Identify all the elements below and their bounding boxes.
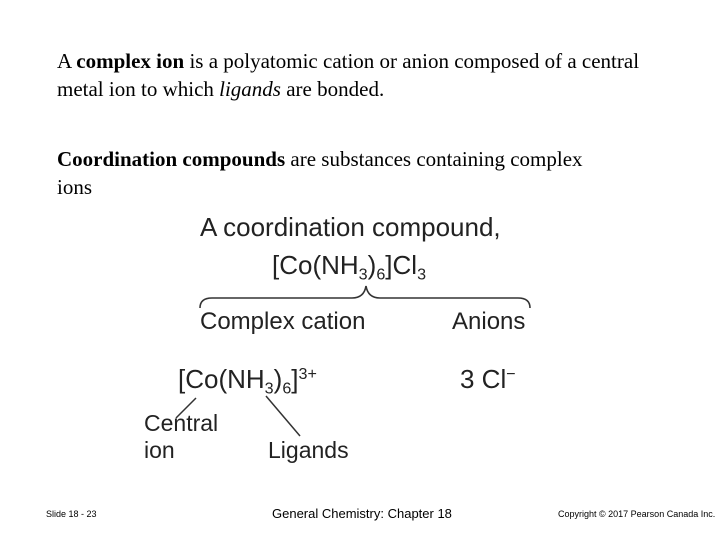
formula-part: [Co(NH — [178, 364, 265, 394]
figure-heading: A coordination compound, — [200, 212, 501, 242]
formula-part: ]Cl — [385, 250, 418, 280]
p1-tail: are bonded. — [280, 77, 385, 101]
charge-sup: − — [506, 365, 516, 384]
formula-sub: 3 — [417, 265, 427, 284]
formula-sub: 3 — [264, 379, 274, 398]
p2-tail: are substances containing complex ions — [57, 147, 583, 199]
grouping-brace — [200, 286, 530, 308]
central-ion-line2: ion — [144, 437, 175, 463]
central-ion-label — [144, 410, 218, 464]
charge-sup: 3+ — [298, 365, 317, 384]
formula-part: [Co(NH — [272, 250, 359, 280]
p1-ligands-term: ligands — [219, 77, 281, 101]
copyright: Copyright © 2017 Pearson Canada Inc. — [558, 509, 716, 519]
formula-part: ] — [291, 364, 299, 394]
p1-term: complex ion — [76, 49, 185, 73]
course-title: General Chemistry: Chapter 18 — [272, 506, 452, 521]
formula-part: ) — [273, 364, 283, 394]
complex-cation-label: Complex cation — [200, 308, 366, 335]
p2-term: Coordination compounds — [57, 147, 286, 171]
slide-number: Slide 18 - 23 — [46, 509, 97, 519]
formula-sub: 6 — [282, 379, 292, 398]
formula-part: 3 Cl — [460, 364, 507, 394]
formula-part: ) — [367, 250, 377, 280]
central-ion-line1: Central — [144, 410, 219, 436]
p1-lead: A — [57, 49, 77, 73]
anions-label: Anions — [452, 308, 526, 335]
ligands-pointer — [266, 396, 300, 436]
cation-formula — [178, 364, 317, 399]
ligands-label: Ligands — [268, 437, 349, 463]
formula-sub: 6 — [376, 265, 386, 284]
anion-formula — [460, 364, 516, 395]
p1-mid: is a polyatomic cation or anion composed of a central metal ion to which — [57, 49, 640, 101]
formula-sub: 3 — [358, 265, 368, 284]
